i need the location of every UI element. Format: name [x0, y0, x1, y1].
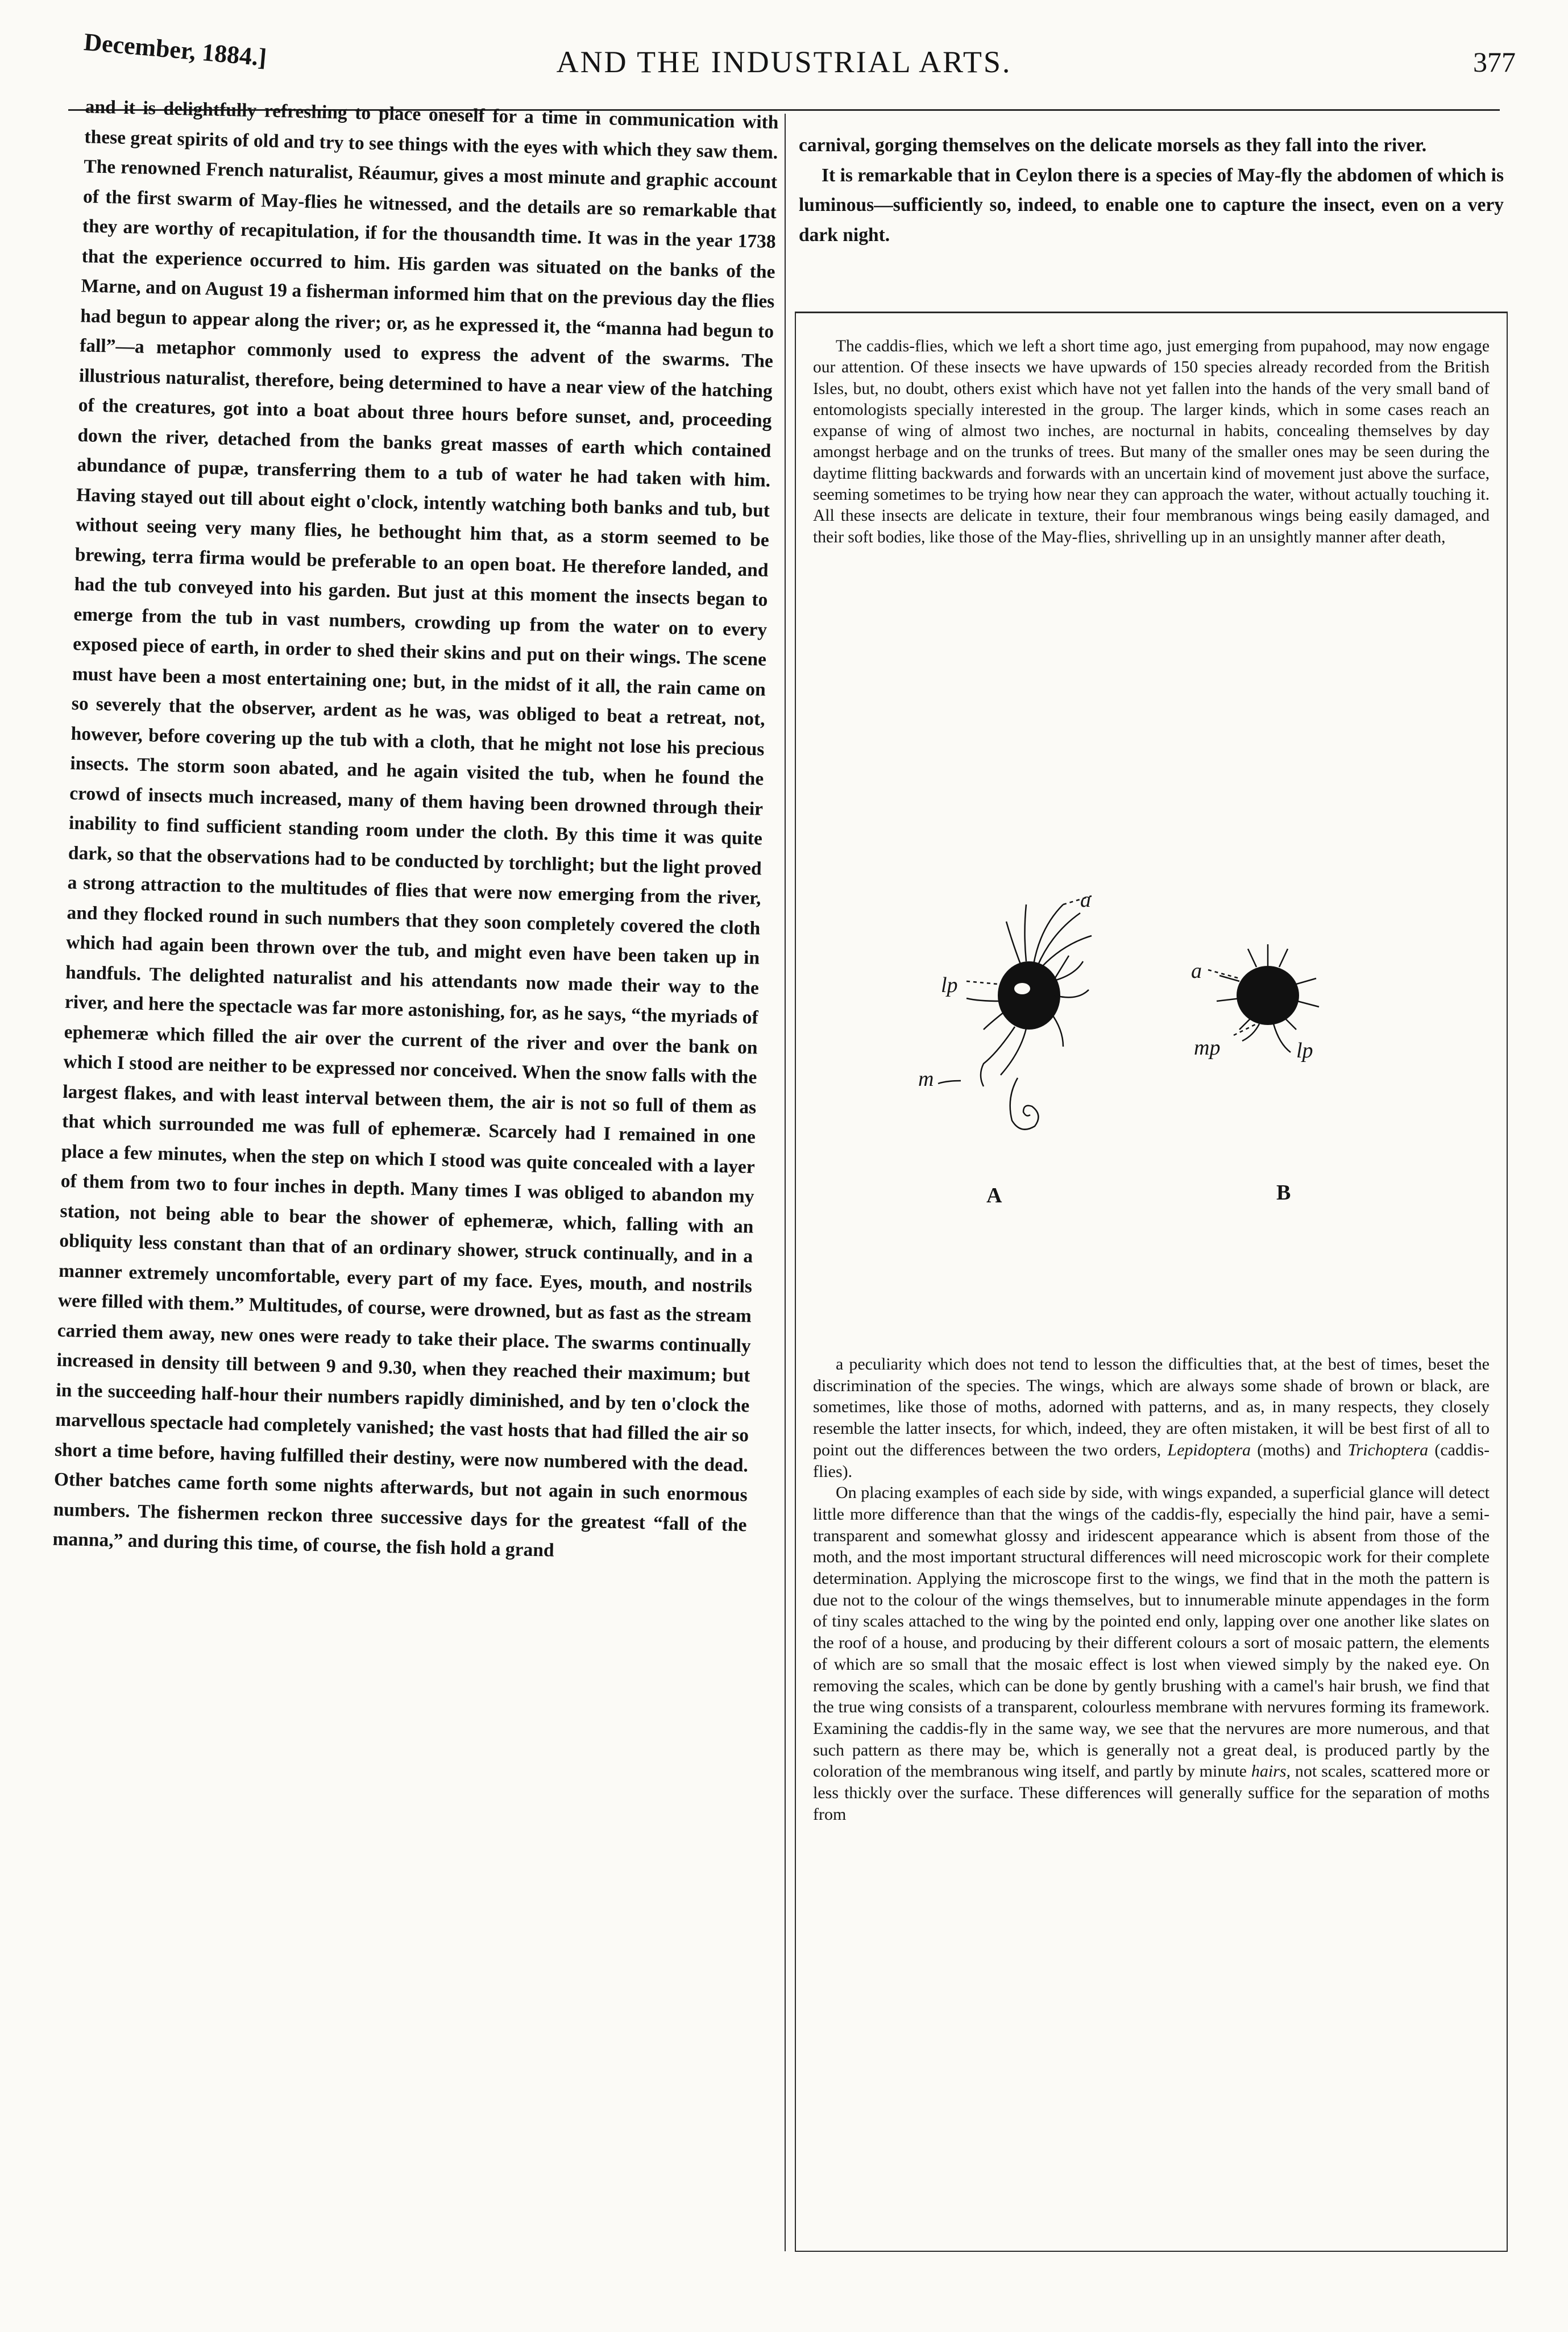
figure-label-a: A: [986, 1184, 1002, 1208]
figure-b-drawing: [1208, 944, 1319, 1052]
figure-label-b: B: [1276, 1181, 1291, 1205]
left-column: [52, 92, 779, 1570]
figure-b-letter-a: a: [1191, 959, 1202, 983]
figure-a-drawing: [938, 896, 1092, 1130]
figure-b-letter-lp: lp: [1296, 1039, 1313, 1063]
figure-a-letter-m: m: [918, 1067, 934, 1091]
right-column-top: [799, 131, 1504, 250]
column-rule: [785, 114, 786, 2251]
caddis-paragraph-3: [813, 1482, 1490, 1825]
page-number: 377: [1473, 46, 1516, 78]
caddis-paragraph-3-text: On placing examples of each side by side, with wings expanded, a superficial glance will detect little more difference than that the wings of the caddis-fly, especially the hind pair, have a semi-transparent and somewhat glossy and iridescent appearance which is absent from those of the moth, and the most important structural differences will need microscopic work for their complete determination. Applying the microscope first to the wings, we find that in the moth the pattern is due not to the colour of the wings themselves, but to innumerable minute appendages in the form of tiny scales attached to the wing by the pointed end only, lapping over one another like slates on the roof of a house, and producing by their different colours a sort of mosaic pattern, the elements of which are so small that the mosaic effect is lost when viewed simply by the naked eye. On removing the scales, which can be done by gently brushing with a camel's hair brush, we find that the true wing consists of a transparent, colourless membrane with nervures forming its framework. Examining the caddis-fly in the same way, we see that the nervures are more numerous, and that such pattern as there may be, which is generally not a great deal, is produced partly by the coloration of the membranous wing itself, and partly by minute: [813, 1483, 1490, 1781]
figure-illustration: [796, 882, 1507, 1337]
right-top-paragraph-2: It is remarkable that in Ceylon there is a species of May-fly the abdomen of which is luminous—sufficiently so, indeed, to enable one to capture the insect, even on a very dark night.: [799, 164, 1504, 246]
caddis-continuation: [813, 1354, 1490, 1825]
figure-b-letter-mp: mp: [1194, 1036, 1221, 1060]
caddis-fly-section: [795, 312, 1508, 2252]
caddis-intro: [813, 336, 1490, 548]
issue-date: December, 1884.]: [82, 27, 268, 72]
figure-a-letter-a: a: [1080, 888, 1091, 912]
order-connector: (moths) and: [1251, 1440, 1348, 1459]
order-trichoptera: Trichoptera: [1347, 1440, 1429, 1459]
figure-a-letter-lp: lp: [941, 973, 958, 997]
right-top-paragraph-1: carnival, gorging themselves on the delicate morsels as they fall into the river.: [799, 135, 1427, 156]
left-column-text: and it is delightfully refreshing to place oneself for a time in communication with these great spirits of old and try to see things with the eyes with which they saw them. The renowned French naturalist, Réaumur, gives a most minute and graphic account of the first swarm of May-flies he witnessed, and the details are so remarkable that they are worthy of recapitulation, if for the thousandth time. It was in the year 1738 that the experience occurred to him. His garden was situated on the banks of the Marne, and on August 19 a fisherman informed him that on the previous day the flies had begun to appear along the river; or, as he expressed it, the “manna had begun to fall”—a metaphor commonly used to express the advent of the swarms. The illustrious naturalist, therefore, being determined to have a near view of the hatching of the creatures, got into a boat about three hours before sunset, and, proceeding down the river, detached from the banks great masses of earth which contained abundance of pupæ, transferring them to a tub of water he had taken with him. Having stayed out till about eight o'clock, intently watching both banks and tub, but without seeing very many flies, he bethought him that, as a storm seemed to be brewing, terra firma would be preferable to an open boat. He therefore landed, and had the tub conveyed into his garden. But just at this moment the insects began to emerge from the tub in vast numbers, crowding up from the water on to every exposed piece of earth, in order to shed their skins and put on their wings. The scene must have been a most entertaining one; but, in the midst of it all, the rain came on so severely that the observer, ardent as he was, was obliged to beat a retreat, not, however, before covering up the tub with a cloth, that he might not lose his precious insects. The storm soon abated, and he again visited the tub, when he found the crowd of insects much increased, many of them having been drowned through their inability to find sufficient standing room under the cloth. By this time it was quite dark, so that the observations had to be conducted by torchlight; but the light proved a strong attraction to the multitudes of flies that were now emerging from the river, and they flocked round in such numbers that they soon completely covered the cloth which had again been thrown over the tub, and might even have been taken up in handfuls. The delighted naturalist and his attendants now made their way to the river, and here the spectacle was far more astonishing, for, as he says, “the myriads of ephemeræ which filled the air over the current of the river and over the bank on which I stood are neither to be expressed nor conceived. When the snow falls with the largest flakes, and with least interval between them, the air is not so full of them as that which surrounded me was full of ephemeræ. Scarcely had I remained in one place a few minutes, when the step on which I stood was quite concealed with a layer of them from two to four inches in depth. Many times I was obliged to abandon my station, not being able to bear the shower of ephemeræ, which, falling with an obliquity less constant than that of an ordinary shower, struck continually, and in a manner extremely uncomfortable, every part of my face. Eyes, mouth, and nostrils were filled with them.” Multitudes, of course, were drowned, but as fast as the stream carried them away, new ones were ready to take their place. The swarms continually increased in density till between 9 and 9.30, when they reached their maximum; but in the succeeding half-hour their numbers rapidly diminished, and by ten o'clock the marvellous spectacle had completely vanished; the vast hosts that had filled the air so short a time before, having fulfilled their destiny, were now numbered with the dead. Other batches came forth some nights afterwards, but not again in such enormous numbers. The fishermen reckon three successive days for the greatest “fall of the manna,” and during this time, of course, the fish hold a grand: [52, 96, 779, 1561]
caddis-paragraph-2: [813, 1354, 1490, 1482]
order-end: (caddis-flies).: [813, 1440, 1490, 1481]
order-lepidoptera: Lepidoptera: [1167, 1440, 1251, 1459]
caddis-paragraph-1: The caddis-flies, which we left a short time ago, just emerging from pupahood, may now engage our attention. Of these insects we have upwards of 150 species already recorded from the British Isles, but, no doubt, others exist which have not yet fallen into the hands of the very small band of entomologists specially interested in the group. The larger kinds, which in some cases reach an expanse of wing of almost two inches, are nocturnal in habits, concealing themselves by day amongst herbage and on the trunks of trees. But many of the smaller ones may be seen during the daytime flitting backwards and forwards with an uncertain kind of movement just above the surface, seeming sometimes to be trying how near they can approach the water, without actually touching it. All these insects are delicate in texture, their four membranous wings being easily damaged, and their soft bodies, like those of the May-flies, shrivelling up in an unsightly manner after death,: [813, 337, 1490, 546]
hairs-word: hairs,: [1251, 1762, 1291, 1781]
running-title: AND THE INDUSTRIAL ARTS.: [556, 45, 1012, 79]
caddis-paragraph-3-end: not scales, scattered more or less thickly over the surface. These differences will generally suffice for the separation of moths from: [813, 1762, 1490, 1824]
caddis-paragraph-2-text: a peculiarity which does not tend to lesson the difficulties that, at the best of times, beset the discrimination of the species. The wings, which are always some shade of brown or black, are sometimes, like those of moths, adorned with patterns, and as, in many respects, they closely resemble the latter insects, for which, indeed, they are often mistaken, it will be best first of all to point out the differences between the two orders,: [813, 1355, 1490, 1459]
